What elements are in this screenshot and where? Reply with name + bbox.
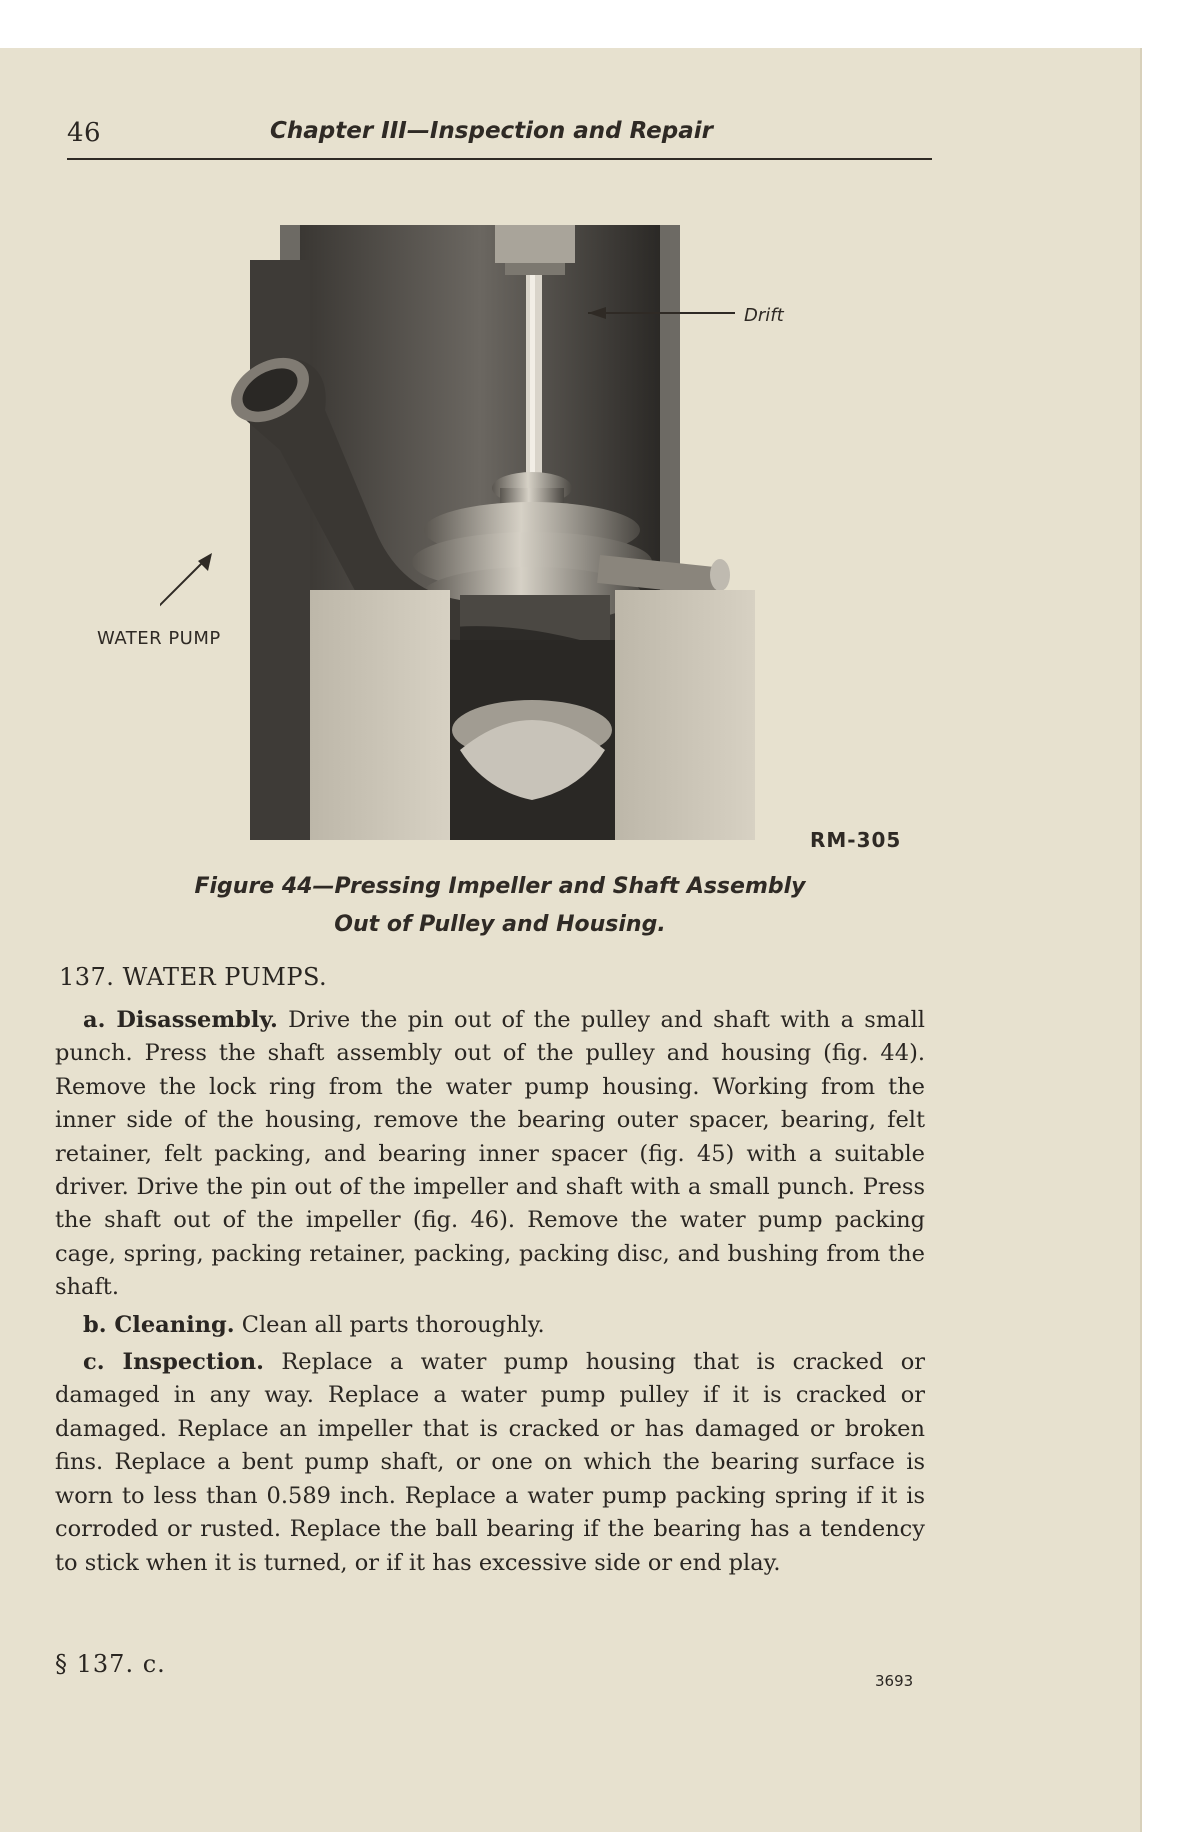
footer-section-reference: § 137. c.: [55, 1650, 166, 1678]
label-drift: Drift: [744, 305, 784, 326]
section-body: [55, 1004, 925, 1584]
run-in-heading: a. Disassembly.: [83, 1007, 278, 1033]
figure-photo-water-pump: [160, 170, 790, 850]
run-in-heading: b. Cleaning.: [83, 1311, 235, 1338]
figure-code: RM-305: [810, 828, 902, 852]
figure-caption-line-1: Figure 44—Pressing Impeller and Shaft Assembly: [194, 874, 806, 899]
header-rule: [67, 158, 932, 160]
figure-caption-line-2: Out of Pulley and Housing.: [334, 912, 666, 937]
running-head: Chapter III—Inspection and Repair: [270, 118, 713, 144]
paragraph-cleaning: [55, 1309, 925, 1342]
section-heading: 137. WATER PUMPS.: [59, 963, 328, 991]
figure-caption: [160, 868, 840, 944]
paragraph-text: Drive the pin out of the pulley and shaft with a small punch. Press the shaft assembly out of the pulley and housing (fig. 44). Remove the lock ring from the water pump housing. Working from the inner side of the housing, remove the bearing outer spacer, bearing, felt retainer, felt packing, and bearing inner spacer (fig. 45) with a suitable driver. Drive the pin out of the impeller and shaft with a small punch. Press the shaft out of the impeller (fig. 46). Remove the water pump packing cage, spring, packing retainer, packing, packing disc, and bushing from the shaft.: [55, 1007, 925, 1301]
paragraph-text: Replace a water pump housing that is cracked or damaged in any way. Replace a water pump pulley if it is cracked or damaged. Replace an impeller that is cracked or has damaged or broken fins. Replace a bent pump shaft, or one on which the bearing surface is worn to less than 0.589 inch. Replace a water pump packing spring if it is corroded or rusted. Replace the ball bearing if the bearing has a tendency to stick when it is turned, or if it has excessive side or end play.: [55, 1349, 925, 1576]
paragraph-disassembly: [55, 1004, 925, 1305]
run-in-heading: c. Inspection.: [83, 1349, 264, 1376]
page-number: 46: [67, 118, 102, 148]
paragraph-text: Clean all parts thoroughly.: [241, 1311, 545, 1338]
label-water-pump: WATER PUMP: [97, 628, 221, 649]
footer-code: 3693: [875, 1672, 914, 1690]
paragraph-inspection: [55, 1346, 925, 1580]
water-pump-press-illustration: [160, 170, 790, 850]
